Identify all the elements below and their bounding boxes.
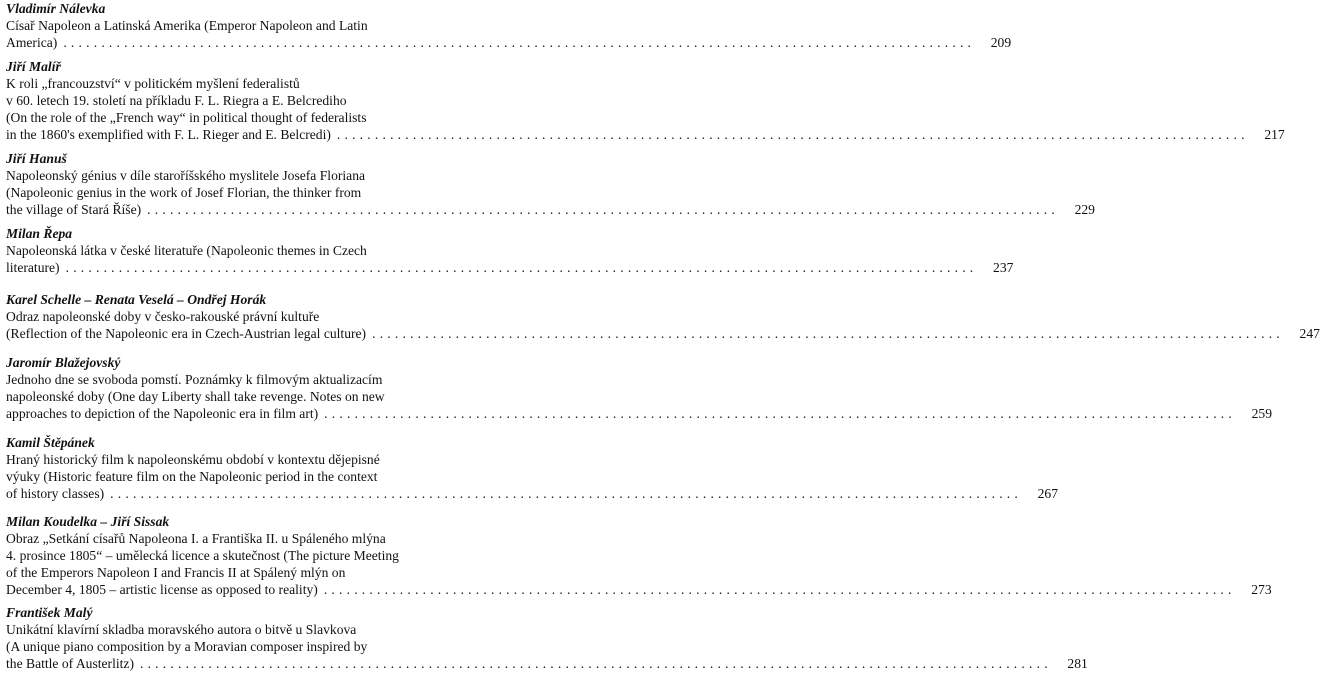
entry-title-line: napoleonské doby (One day Liberty shall take revenge. Notes on new: [6, 389, 385, 404]
dot-leader: ........................................................................................................................: [324, 406, 1236, 421]
page-number: 273: [1251, 582, 1272, 597]
entry-author: František Malý: [6, 605, 93, 620]
dot-leader: ........................................................................................................................: [63, 35, 976, 50]
page-number: 267: [1037, 486, 1058, 501]
entry-title-line: of the Emperors Napoleon I and Francis II at Spálený mlýn on: [6, 565, 346, 580]
page-number: 209: [990, 35, 1012, 50]
entry-title-line: Unikátní klavírní skladba moravského autora o bitvě u Slavkova: [6, 622, 357, 637]
toc-entry-nalevka: [6, 0, 1012, 51]
page-number: 229: [1074, 202, 1095, 217]
toc-entry-hanus: [6, 150, 1095, 218]
dot-leader: ........................................................................................................................: [139, 656, 1052, 671]
entry-author: Karel Schelle – Renata Veselá – Ondřej Horák: [6, 292, 267, 307]
entry-title-line: Odraz napoleonské doby v česko-rakouské právní kultuře: [6, 309, 320, 324]
entry-title-line: v 60. letech 19. století na příkladu F. L. Riegra a E. Belcrediho: [6, 93, 347, 108]
entry-last-line: [6, 259, 1014, 276]
entry-title-line: (Napoleonic genius in the work of Josef Florian, the thinker from: [6, 185, 362, 200]
toc-entry-maly: [6, 604, 1088, 672]
entry-title-line: literature): [6, 260, 60, 275]
entry-title-line: approaches to depiction of the Napoleonic era in film art): [6, 406, 319, 421]
entry-last-line: [6, 34, 1012, 51]
entry-last-line: [6, 485, 1058, 502]
dot-leader: ........................................................................................................................: [110, 486, 1022, 501]
entry-title-line: (A unique piano composition by a Moravian composer inspired by: [6, 639, 368, 654]
page-number: 237: [993, 260, 1014, 275]
toc-entry-repa: [6, 225, 1014, 276]
entry-author: Jaromír Blažejovský: [6, 355, 121, 370]
page-number: 259: [1251, 406, 1272, 421]
entry-last-line: [6, 655, 1088, 672]
toc-entry-blazejovsky: [6, 354, 1272, 422]
dot-leader: ........................................................................................................................: [65, 260, 978, 275]
page-number: 281: [1067, 656, 1088, 671]
entry-title-line: (Reflection of the Napoleonic era in Czech-Austrian legal culture): [6, 326, 367, 341]
entry-title-line: Hraný historický film k napoleonskému období v kontextu dějepisné: [6, 452, 380, 467]
entry-title-line: (On the role of the „French way“ in political thought of federalists: [6, 110, 367, 125]
entry-author: Milan Řepa: [6, 226, 73, 241]
entry-author: Jiří Hanuš: [6, 151, 67, 166]
toc-entry-schelle: [6, 291, 1320, 342]
entry-title-line: December 4, 1805 – artistic license as opposed to reality): [6, 582, 318, 597]
toc-entry-malir: [6, 58, 1285, 143]
dot-leader: ........................................................................................................................: [336, 127, 1249, 142]
entry-title-line: America): [6, 35, 58, 50]
entry-title-line: Obraz „Setkání císařů Napoleona I. a Františka II. u Spáleného mlýna: [6, 531, 386, 546]
entry-last-line: [6, 405, 1272, 422]
entry-title-line: 4. prosince 1805“ – umělecká licence a skutečnost (The picture Meeting: [6, 548, 399, 563]
entry-last-line: [6, 201, 1095, 218]
entry-author: Kamil Štěpánek: [6, 435, 95, 450]
entry-title-line: Napoleonský génius v díle staroříšského myslitele Josefa Floriana: [6, 168, 366, 183]
dot-leader: ........................................................................................................................: [372, 326, 1284, 341]
entry-title-line: Císař Napoleon a Latinská Amerika (Emperor Napoleon and Latin: [6, 18, 368, 33]
toc-entry-stepanek: [6, 434, 1058, 502]
toc-entry-koudelka: [6, 513, 1272, 598]
entry-title-line: of history classes): [6, 486, 105, 501]
page-number: 217: [1264, 127, 1285, 142]
entry-title-line: výuky (Historic feature film on the Napoleonic period in the context: [6, 469, 378, 484]
dot-leader: ........................................................................................................................: [147, 202, 1059, 217]
entry-last-line: [6, 581, 1272, 598]
entry-title-line: the Battle of Austerlitz): [6, 656, 134, 671]
entry-title-line: in the 1860's exemplified with F. L. Rieger and E. Belcredi): [6, 127, 331, 142]
entry-last-line: [6, 325, 1320, 342]
entry-title-line: Napoleonská látka v české literatuře (Napoleonic themes in Czech: [6, 243, 367, 258]
entry-author: Jiří Malíř: [6, 59, 61, 74]
page-number: 247: [1299, 326, 1320, 341]
entry-last-line: [6, 126, 1285, 143]
entry-title-line: Jednoho dne se svoboda pomstí. Poznámky k filmovým aktualizacím: [6, 372, 383, 387]
dot-leader: ........................................................................................................................: [323, 582, 1236, 597]
entry-author: Vladimír Nálevka: [6, 1, 106, 16]
entry-title-line: the village of Stará Říše): [6, 202, 142, 217]
entry-author: Milan Koudelka – Jiří Sissak: [6, 514, 170, 529]
entry-title-line: K roli „francouzství“ v politickém myšlení federalistů: [6, 76, 300, 91]
